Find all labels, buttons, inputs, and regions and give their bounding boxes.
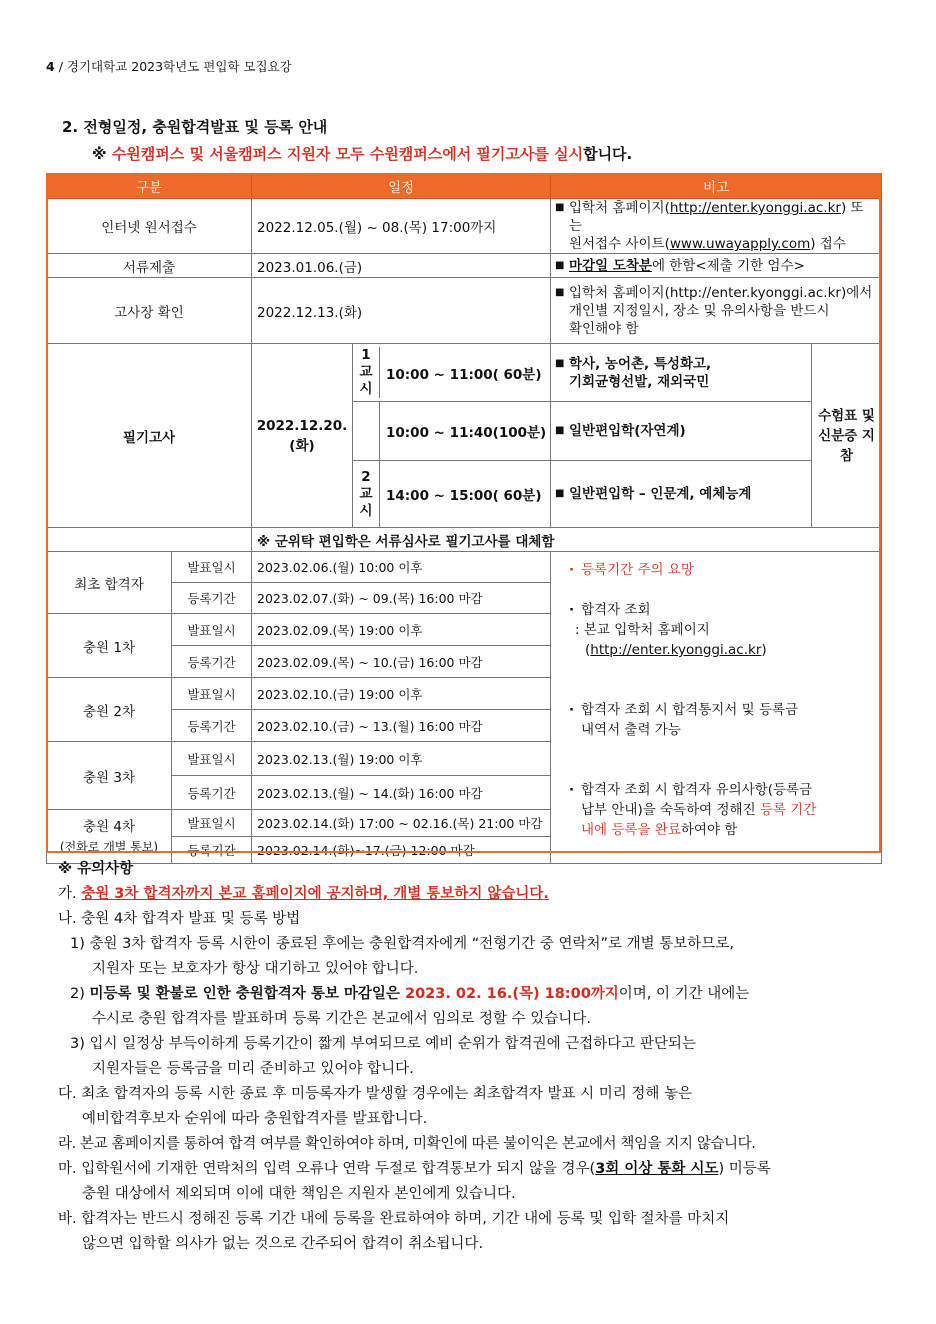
notes-title: ※ 유의사항: [58, 861, 134, 877]
exam-date: 2022.12.20. (화): [252, 344, 353, 528]
exam-target: ■ 일반편입학(자연계): [551, 402, 812, 461]
col-header-schedule: 일정: [252, 174, 551, 199]
remark-3b: 내역서 출력 가능: [581, 722, 681, 738]
exam-time-cell: [353, 461, 551, 528]
announce-label: 발표일시: [172, 810, 252, 837]
note-na1b: 지원자 또는 보호자가 항상 대기하고 있어야 합니다.: [92, 961, 419, 977]
register-date: 2023.02.13.(월) ~ 14.(화) 16:00 마감: [252, 776, 551, 810]
remark-2: · 합격자 조회: [559, 600, 873, 620]
note-prefix: ※: [92, 145, 112, 163]
register-label: 등록기간: [172, 710, 252, 742]
announce-date: 2023.02.09.(목) 19:00 이후: [252, 614, 551, 646]
military-note: ※ 군위탁 편입학은 서류심사로 필기고사를 대체함: [252, 528, 882, 552]
row-note: ■ 입학처 홈페이지(http://enter.kyonggi.ac.kr)에서 개인별 지정일시, 장소 및 유의사항을 반드시 확인해야 함: [551, 278, 882, 344]
period-1: 1 교 시: [353, 347, 380, 398]
exam-time: 10:00 ~ 11:40(100분): [386, 425, 547, 441]
section-title: 2. 전형일정, 충원합격발표 및 등록 안내: [62, 118, 328, 136]
exam-time: 10:00 ~ 11:00( 60분): [386, 366, 542, 383]
note-red: 수원캠퍼스 및 서울캠퍼스 지원자 모두 수원캠퍼스에서 필기고사를 실시: [111, 145, 584, 163]
remark-3: · 합격자 조회 시 합격통지서 및 등록금: [559, 700, 873, 720]
announce-date: 2023.02.06.(월) 10:00 이후: [252, 552, 551, 583]
row-label: 서류제출: [47, 254, 252, 278]
row-note: ■ 입학처 홈페이지(http://enter.kyonggi.ac.kr) 또는 원서접수 사이트(www.uwayapply.com) 접수: [551, 199, 882, 254]
announce-date: 2023.02.14.(화) 17:00 ~ 02.16.(목) 21:00 마감: [252, 810, 551, 837]
note-ra: 라. 본교 홈페이지를 통하여 합격 여부를 확인하여야 하며, 미확인에 따른 불이익은 본교에서 책임을 지지 않습니다.: [58, 1136, 756, 1152]
note-da2: 예비합격후보자 순위에 따라 충원합격자를 발표합니다.: [82, 1111, 428, 1127]
round-label: 충원 3차: [47, 742, 172, 810]
header-title: 경기대학교 2023학년도 편입학 모집요강: [66, 59, 292, 74]
page-number: 4: [46, 59, 55, 74]
register-label: 등록기간: [172, 776, 252, 810]
exam-time-cell: [353, 402, 551, 461]
exam-label: 필기고사: [47, 344, 252, 528]
announce-label: 발표일시: [172, 742, 252, 776]
section-note: [92, 143, 632, 164]
note-na3a: 3) 입시 일정상 부득이하게 등록기간이 짧게 부여되므로 예비 순위가 합격권에 근접하다고 판단되는: [70, 1036, 696, 1052]
period-2: 2 교 시: [353, 461, 380, 527]
col-header-remarks: 비고: [551, 174, 882, 199]
note-ba2: 않으면 입학할 의사가 없는 것으로 간주되어 합격이 취소됩니다.: [82, 1236, 484, 1252]
military-row: [47, 528, 882, 552]
note-ga: 가. 충원 3차 합격자까지 본교 홈페이지에 공지하며, 개별 통보하지 않습니다.: [58, 886, 549, 902]
period-1-cont: [353, 402, 380, 460]
exam-target: ■ 학사, 농어촌, 특성화고, 기회균형선발, 재외국민: [551, 344, 812, 402]
note-na2a: 2) 미등록 및 환불로 인한 충원합격자 통보 마감일은 2023. 02. 16.(목) 18:00까지이며, 이 기간 내에는: [70, 986, 750, 1002]
note-ma2: 충원 대상에서 제외되며 이에 대한 책임은 지원자 본인에게 있습니다.: [82, 1186, 516, 1202]
link-uway[interactable]: www.uwayapply.com: [669, 236, 811, 252]
exam-bring: 수험표 및 신분증 지참: [812, 344, 882, 528]
remark-4c: 내에 등록을 완료하여야 함: [581, 822, 738, 838]
exam-target: ■ 일반편입학 – 인문계, 예체능계: [551, 461, 812, 528]
row-note: ■ 마감일 도착분에 한함<제출 기한 엄수>: [551, 254, 882, 278]
note-na2b: 수시로 충원 합격자를 발표하며 등록 기간은 본교에서 임의로 정할 수 있습니다.: [92, 1011, 591, 1027]
header-sep: /: [58, 59, 63, 74]
page-header: [46, 57, 292, 75]
remark-4: · 합격자 조회 시 합격자 유의사항(등록금: [559, 780, 873, 800]
table-row: [47, 254, 882, 278]
table-row: [47, 278, 882, 344]
round-label: 충원 2차: [47, 678, 172, 742]
exam-label-cont: [47, 528, 252, 552]
exam-row: [47, 344, 882, 402]
announce-date: 2023.02.10.(금) 19:00 이후: [252, 678, 551, 710]
table-header-row: [47, 174, 882, 199]
remark-2b: : 본교 입학처 홈페이지: [575, 622, 710, 638]
note-ba1: 바. 합격자는 반드시 정해진 등록 기간 내에 등록을 완료하여야 하며, 기간 내에 등록 및 입학 절차를 마치지: [58, 1211, 730, 1227]
row-label: 인터넷 원서접수: [47, 199, 252, 254]
row-date: 2023.01.06.(금): [252, 254, 551, 278]
remark-4b: 납부 안내)을 숙독하여 정해진 등록 기간: [581, 802, 817, 818]
note-na3b: 지원자들은 등록금을 미리 준비하고 있어야 합니다.: [92, 1061, 414, 1077]
note-suffix: 합니다.: [583, 145, 633, 163]
row-label: 고사장 확인: [47, 278, 252, 344]
col-header-category: 구분: [47, 174, 252, 199]
remarks-cell: [551, 552, 882, 864]
exam-time-cell: [353, 344, 551, 402]
remark-1: · 등록기간 주의 요망: [559, 560, 873, 580]
link-enter-2[interactable]: http://enter.kyonggi.ac.kr: [590, 642, 762, 658]
notes-section: [58, 857, 888, 1257]
announce-date: 2023.02.13.(월) 19:00 이후: [252, 742, 551, 776]
register-date: 2023.02.14.(화)~17.(금) 12:00 마감: [252, 837, 551, 864]
announce-label: 발표일시: [172, 678, 252, 710]
remark-2c: (http://enter.kyonggi.ac.kr): [585, 642, 767, 658]
register-date: 2023.02.09.(목) ~ 10.(금) 16:00 마감: [252, 646, 551, 678]
table-row: [47, 199, 882, 254]
note-na: 나. 충원 4차 합격자 발표 및 등록 방법: [58, 911, 301, 927]
announce-label: 발표일시: [172, 552, 252, 583]
round-row: [47, 552, 882, 583]
exam-time: 14:00 ~ 15:00( 60분): [386, 488, 542, 504]
note-na1a: 1) 충원 3차 합격자 등록 시한이 종료된 후에는 충원합격자에게 “전형기간 중 연락처”로 개별 통보하므로,: [70, 936, 734, 952]
announce-label: 발표일시: [172, 614, 252, 646]
round-label: 최초 합격자: [47, 552, 172, 614]
note-ma1: 마. 입학원서에 기재한 연락처의 입력 오류나 연락 두절로 합격통보가 되지 않을 경우(3회 이상 통화 시도) 미등록: [58, 1161, 771, 1177]
register-label: 등록기간: [172, 837, 252, 864]
link-enter[interactable]: http://enter.kyonggi.ac.kr: [669, 200, 841, 216]
schedule-table: [46, 173, 882, 864]
round-label: 충원 4차 (전화로 개별 통보): [47, 810, 172, 864]
round-label: 충원 1차: [47, 614, 172, 678]
note-da1: 다. 최초 합격자의 등록 시한 종료 후 미등록자가 발생할 경우에는 최초합격자 발표 시 미리 정해 놓은: [58, 1086, 693, 1102]
register-date: 2023.02.07.(화) ~ 09.(목) 16:00 마감: [252, 583, 551, 614]
register-label: 등록기간: [172, 583, 252, 614]
register-label: 등록기간: [172, 646, 252, 678]
register-date: 2023.02.10.(금) ~ 13.(월) 16:00 마감: [252, 710, 551, 742]
row-date: 2022.12.05.(월) ~ 08.(목) 17:00까지: [252, 199, 551, 254]
row-date: 2022.12.13.(화): [252, 278, 551, 344]
